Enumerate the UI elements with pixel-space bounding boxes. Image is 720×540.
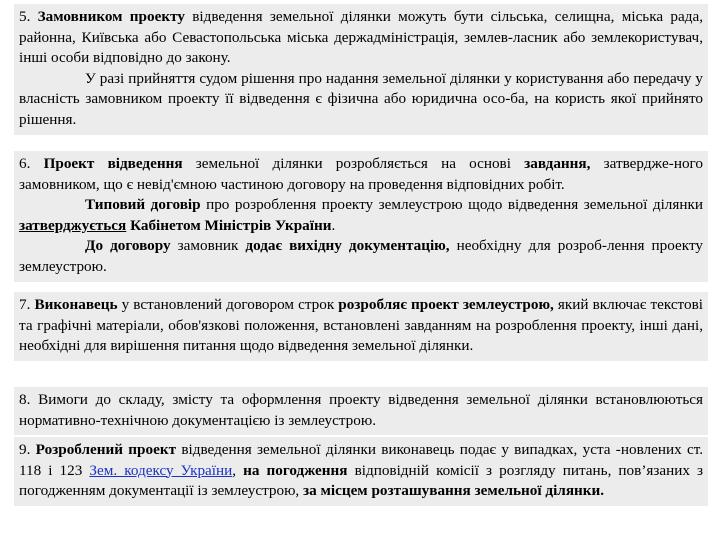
p7-text-1: у встановлений договором строк bbox=[117, 296, 339, 313]
p6-number: 6. bbox=[19, 155, 31, 172]
p5-bold-1: Замовником проекту bbox=[37, 8, 185, 25]
p6-text-1: земельної ділянки розробляється на основі bbox=[182, 155, 525, 172]
paragraph-5 bbox=[14, 4, 708, 135]
p9-text-2: , bbox=[232, 461, 244, 479]
p6-bold-2: завдання, bbox=[524, 155, 591, 172]
p7-number: 7. bbox=[19, 296, 31, 313]
p6-text-3: про розроблення проекту землеустрою щодо відведення земельної ділянки bbox=[200, 196, 703, 214]
p6-bold-7: додає вихідну документацію, bbox=[245, 237, 450, 255]
p8-text: 8. Вимоги до складу, змісту та оформлення проекту відведення земельної ділянки встановлюються нормативно-технічною документацією із землеустрою. bbox=[19, 391, 703, 429]
p6-bold-1: Проект відведення bbox=[43, 155, 183, 172]
land-code-link[interactable]: Зем. кодексу України bbox=[89, 461, 233, 479]
paragraph-9 bbox=[14, 437, 708, 506]
p5-text-1: відведення земельної ділянки можуть бути сільська, селищна, міська рада, районна, Київська або Севастопольська міська держадміністрація, землев-ласник або землекористувач, інші особи відповідно до закону. bbox=[19, 8, 703, 67]
paragraph-6 bbox=[14, 151, 708, 282]
p6-bold-6: До договору bbox=[85, 237, 171, 255]
p7-text-2: який включає текстові та графічні матеріали, обов'язкові положення, встановлені завданням на розроблення проекту, інші дані, необхідні для вирішення питання щодо відведення земельної ділянки. bbox=[19, 296, 703, 355]
p9-bold-1: Розроблений проект bbox=[35, 441, 177, 458]
paragraph-8 bbox=[14, 387, 708, 435]
p7-bold-1: Виконавець bbox=[34, 296, 118, 313]
p6-bold-5: Кабінетом Міністрів України bbox=[126, 216, 332, 234]
p9-text-3: відповідній комісії з розгляду питань, пов’язаних з погодженням документації із землеустрою, bbox=[19, 461, 704, 500]
p6-text-2: затверджe-ного замовником, що є невід'ємною частиною договору на проведення відповідних робіт. bbox=[19, 155, 704, 193]
p6-bold-4: затверджується bbox=[19, 216, 127, 234]
p9-number: 9. bbox=[19, 441, 31, 458]
p9-text-1: відведення земельної ділянки виконавець подає у випадках, уста -новлених ст. 118 і 123 bbox=[19, 441, 704, 479]
p9-bold-2: на погодження bbox=[243, 461, 348, 479]
p6-text-5: замовник bbox=[170, 237, 246, 255]
p6-bold-3: Типовий договір bbox=[85, 196, 201, 214]
p6-text-6: необхідну для розроб-лення проекту землеустрою. bbox=[19, 237, 703, 275]
p5-text-2: У разі прийняття судом рішення про надання земельної ділянки у користування або передачу у власність замовником проекту її відведення є фізична або юридична осо-ба, на користь якої прийнято рішення. bbox=[19, 69, 703, 128]
paragraph-7 bbox=[14, 292, 708, 361]
p9-bold-3: за місцем розташування земельної ділянки. bbox=[303, 482, 605, 500]
p6-text-4: . bbox=[331, 216, 336, 234]
p7-bold-2: розробляє проект землеустрою, bbox=[338, 296, 554, 313]
p5-number: 5. bbox=[19, 8, 31, 25]
